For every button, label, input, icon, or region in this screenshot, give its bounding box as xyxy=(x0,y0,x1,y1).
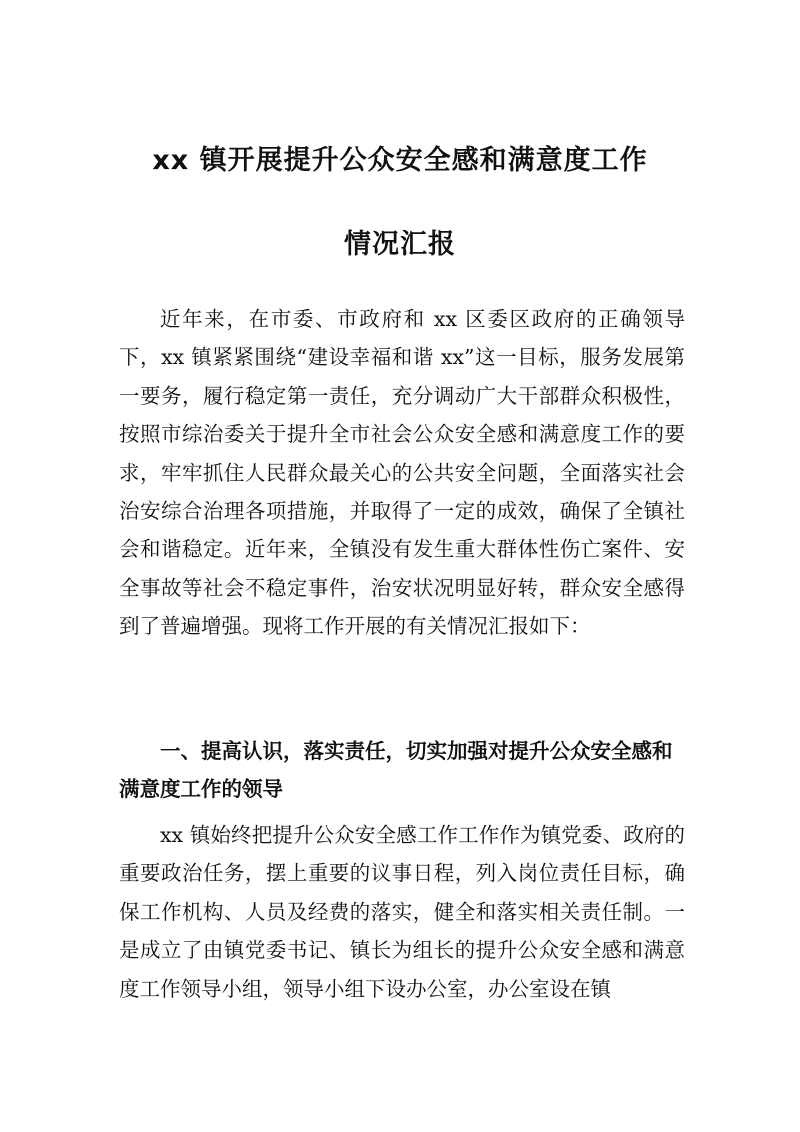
intro-paragraph: 近年来，在市委、市政府和 xx 区委区政府的正确领导下，xx 镇紧紧围绕“建设幸福和谐 xx”这一目标，服务发展第一要务，履行稳定第一责任，充分调动广大干部群众积极性，按照市综治委关于提升全市社会公众安全感和满意度工作的要求，牢牢抓住人民群众最关心的公共安全问题，全面落实社会治安综合治理各项措施，并取得了一定的成效，确保了全镇社会和谐稳定。近年来，全镇没有发生重大群体性伤亡案件、安全事故等社会不稳定事件，治安状况明显好转，群众安全感得到了普遍增强。现将工作开展的有关情况汇报如下： xyxy=(119,307,685,639)
section-heading-1: 一、提高认识，落实责任，切实加强对提升公众安全感和满意度工作的领导 xyxy=(119,739,673,802)
document-title-line-2: 情况汇报 xyxy=(344,229,456,260)
document-title-line-1: xx 镇开展提升公众安全感和满意度工作 xyxy=(152,145,648,176)
section-1-paragraph: xx 镇始终把提升公众安全感工作工作作为镇党委、政府的重要政治任务，摆上重要的议事日程，列入岗位责任目标，确保工作机构、人员及经费的落实，健全和落实相关责任制。一是成立了由镇党委书记、镇长为组长的提升公众安全感和满意度工作领导小组，领导小组下设办公室，办公室设在镇 xyxy=(119,823,685,1001)
